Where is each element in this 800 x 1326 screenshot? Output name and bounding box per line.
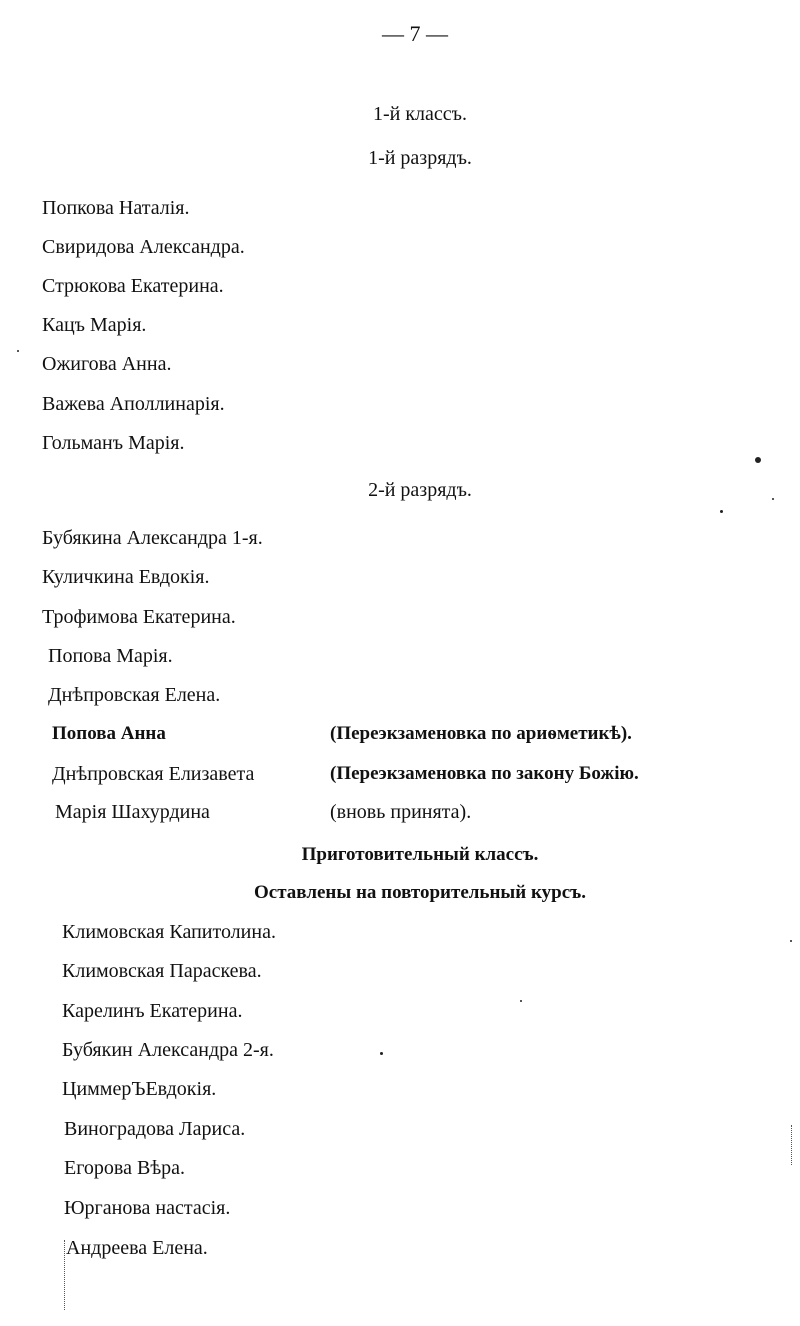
student-line: Марія Шахурдина [55,801,210,823]
student-line: Бубякина Александра 1-я. [42,527,263,549]
student-line: Днѣпровская Елизавета [52,763,255,785]
student-note: (Переэкзаменовка по закону Божію. [330,763,639,784]
student-line: Трофимова Екатерина. [42,606,236,628]
student-line: Важева Аполлинарія. [42,393,225,415]
class1-group2-heading: 2-й разрядъ. [368,479,472,501]
scan-speck [772,498,774,500]
scan-line [64,1240,65,1310]
student-line: Бубякин Александра 2-я. [62,1039,274,1061]
student-line: Климовская Параскева. [62,960,262,982]
student-line: Попкова Наталія. [42,197,190,219]
student-note: (вновь принята). [330,801,472,823]
prep-class-subheading: Оставлены на повторительный курсъ. [254,882,586,903]
student-line: Юрганова настасія. [64,1197,231,1219]
student-line: Кацъ Марія. [42,314,147,336]
student-line: Ожигова Анна. [42,353,172,375]
scan-speck [755,457,761,463]
page-number: — 7 — [382,21,448,46]
scan-speck [520,1000,522,1002]
student-line: Гольманъ Марія. [42,432,185,454]
scan-speck [380,1052,383,1055]
student-line: Попова Марія. [48,645,173,667]
student-note: (Переэкзаменовка по ариѳметикѣ). [330,723,632,744]
student-line: Карелинъ Екатерина. [62,1000,243,1022]
student-line: Днѣпровская Елена. [48,684,221,706]
scan-line [791,1125,792,1165]
student-line: Куличкина Евдокія. [42,566,210,588]
student-line: Попова Анна [52,723,166,744]
student-line: Стрюкова Екатерина. [42,275,224,297]
student-line: Виноградова Лариса. [64,1118,246,1140]
student-line: Андреева Елена. [66,1237,208,1259]
class1-group1-heading: 1-й разрядъ. [368,147,472,169]
scan-speck [720,510,723,513]
scan-speck [17,350,19,352]
student-line: Свиридова Александра. [42,236,245,258]
student-line: ЦиммерЪЕвдокія. [62,1078,217,1100]
student-line: Климовская Капитолина. [62,921,276,943]
prep-class-heading: Приготовительный классъ. [301,844,539,865]
class1-heading: 1-й классъ. [372,103,468,125]
student-line: Егорова Вѣра. [64,1157,186,1179]
scan-speck [790,940,792,942]
